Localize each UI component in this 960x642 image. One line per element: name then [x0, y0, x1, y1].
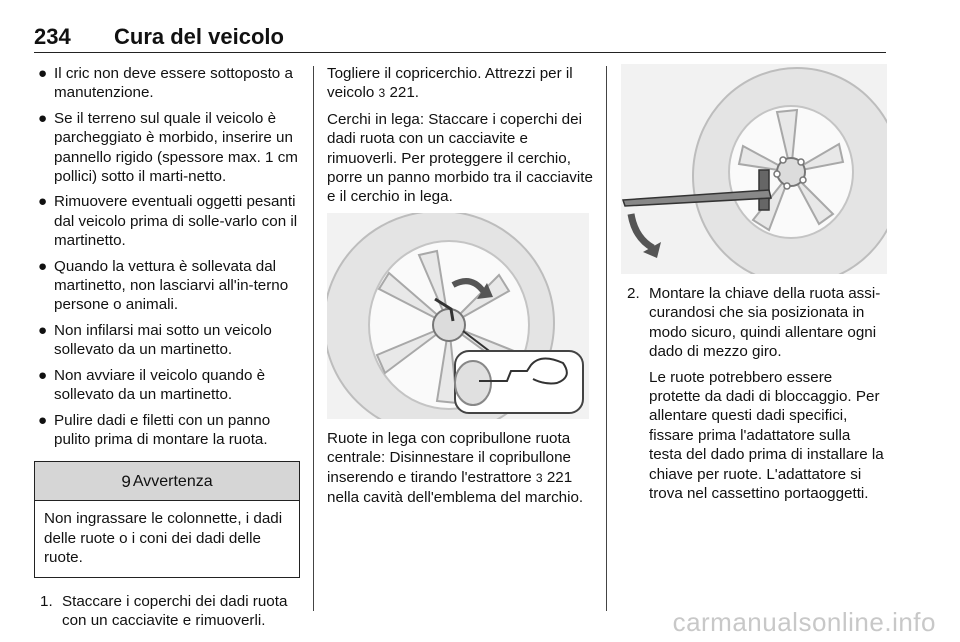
step-item-1	[34, 592, 300, 631]
page-reference: 221	[546, 468, 573, 486]
step-number: 2.	[627, 285, 640, 302]
bullet-icon: ●	[38, 411, 48, 429]
page-number: 234	[34, 24, 71, 49]
step-item-2	[621, 284, 887, 503]
alloy-wheel-illustration	[327, 213, 589, 419]
column-divider-right	[606, 66, 607, 611]
page-title: Cura del veicolo	[114, 24, 284, 49]
bullet-icon: ●	[38, 257, 48, 275]
safety-bullet-list	[34, 64, 300, 449]
wheel-wrench-illustration	[621, 64, 883, 274]
warning-box	[34, 461, 300, 577]
step-note: Le ruote potrebbero essere protette da dadi di bloccaggio. Per allentare questi dadi specifici, fissare prima l'adattatore sulla testa del dado prima di installare la chiave per ruote. L'adattatore si trova nel cassettino portaoggetti.	[649, 368, 884, 503]
step-text: Staccare i coperchi dei dadi ruota con un cacciavite e rimuoverli.	[62, 592, 288, 629]
bullet-icon: ●	[38, 193, 48, 211]
bullet-item: ● Se il terreno sul quale il veicolo è parcheggiato è morbido, inserire un pannello rigido (spessore max. 1 cm pollici) sotto il marti-netto.	[38, 109, 298, 186]
paragraph-alloy-wheels: Cerchi in lega: Staccare i coperchi dei dadi ruota con un cacciavite e rimuoverli. Per proteggere il cerchio, porre un panno morbido tra il cacciavite e il cerchio in lega.	[327, 110, 593, 206]
bullet-item: ● Il cric non deve essere sottoposto a manutenzione.	[38, 65, 293, 102]
column-3	[621, 64, 887, 509]
watermark: carmanualsonline.info	[672, 607, 936, 637]
step-list	[34, 592, 300, 631]
step-number: 1.	[40, 592, 53, 610]
warning-header	[35, 462, 299, 501]
bullet-icon: ●	[38, 366, 48, 384]
bullet-item: ● Quando la vettura è sollevata dal martinetto, non lasciarvi all'in-terno persone o animali.	[38, 257, 289, 314]
paragraph-center-cap: Ruote in lega con copribullone ruota centrale: Disinnestare il copribullone inserendo e tirando l'estrattore 3 221 nella cavità dell'emblema del marchio.	[327, 429, 584, 507]
page-reference-arrow-icon: 3	[535, 470, 543, 485]
bullet-icon: ●	[38, 109, 48, 127]
step-list	[621, 284, 887, 503]
paragraph-hubcap: Togliere il copricerchio. Attrezzi per il veicolo 3 221.	[327, 65, 573, 102]
step-text: Montare la chiave della ruota assi-curandosi che sia posizionata in modo sicuro, quindi allentare ogni dado di mezzo giro.	[649, 285, 881, 361]
bullet-item: ● Rimuovere eventuali oggetti pesanti dal veicolo prima di solle-varlo con il martinetto.	[38, 193, 298, 250]
bullet-item: ● Non avviare il veicolo quando è sollevato da un martinetto.	[38, 366, 266, 404]
warning-body: Non ingrassare le colonnette, i dadi delle ruote o i coni dei dadi delle ruote.	[44, 510, 283, 567]
column-2	[327, 64, 593, 513]
warning-triangle-icon: 9	[121, 471, 131, 491]
bullet-icon: ●	[38, 65, 48, 82]
warning-title: Avvertenza	[132, 472, 213, 490]
bullet-item: ● Non infilarsi mai sotto un veicolo sollevato da un martinetto.	[38, 321, 272, 359]
page-reference: 221.	[389, 84, 419, 102]
page-reference-arrow-icon: 3	[378, 86, 386, 101]
bullet-icon: ●	[38, 321, 48, 339]
column-1	[34, 64, 300, 636]
page-header	[34, 22, 886, 53]
bullet-item: ● Pulire dadi e filetti con un panno pulito prima di montare la ruota.	[38, 411, 271, 448]
column-divider-left	[313, 66, 314, 611]
